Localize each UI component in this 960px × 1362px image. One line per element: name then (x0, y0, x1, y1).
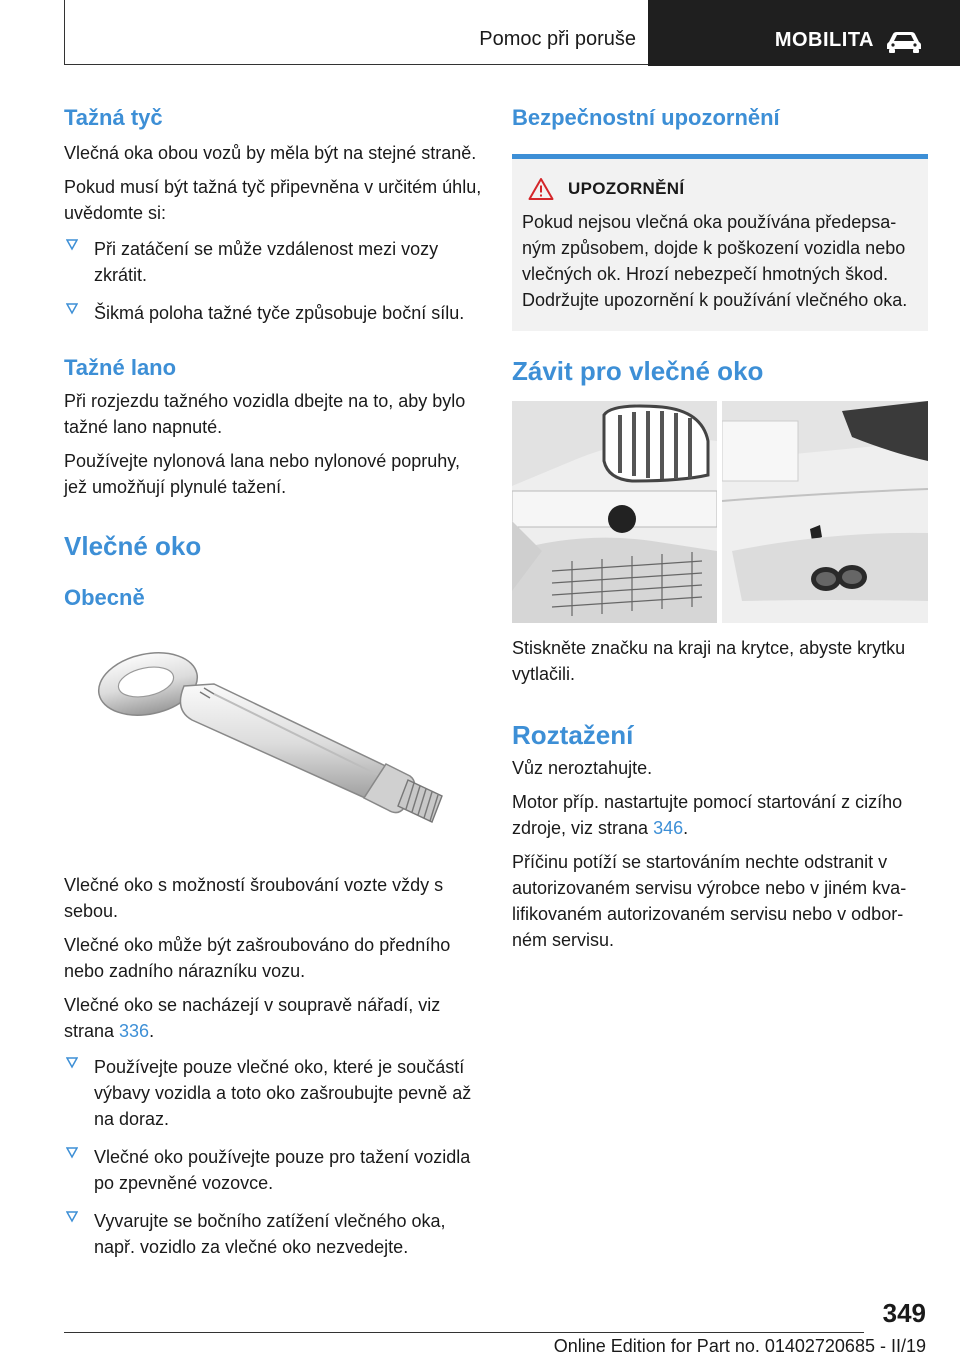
triangle-bullet-icon (66, 1057, 78, 1069)
list-item (64, 300, 482, 326)
paragraph: Používejte nylonová lana nebo nylonové popruhy, jež umožňují plynulé tažení. (64, 451, 460, 497)
tow-eye-illustration (64, 638, 482, 848)
paragraph-text: Vlečné oko se nacházejí v soupravě nářadí, viz strana (64, 995, 441, 1041)
bullet-list (64, 236, 482, 326)
heading-tazna-tyc: Tažná tyč (64, 105, 163, 130)
paragraph-with-link (64, 992, 482, 1044)
photo-caption: Stiskněte značku na kraji na krytce, abyste krytku vytlačili. (512, 638, 906, 684)
list-item (64, 1208, 482, 1260)
bullet-list (64, 1054, 482, 1260)
heading-roztazeni: Roztažení (512, 720, 634, 750)
warning-text: Pokud nejsou vlečná oka používána předepsaným způsobem, dojde k poškození vozidla nebo vlečných ok. Hrozí nebezpečí hmotných škod. Dodržujte upozornění k používání vlečného oka. (522, 212, 908, 310)
subheading-obecne: Obecně (64, 585, 145, 610)
bumper-photos (512, 401, 928, 623)
header-left-rule (64, 0, 65, 64)
paragraph: Vlečné oko s možností šroubování vozte vždy s sebou. (64, 875, 444, 921)
footer-edition: Online Edition for Part no. 01402720685 - II/19 (553, 1336, 926, 1356)
heading-bezpecnostni-upozorneni: Bezpečnostní upozornění (512, 105, 780, 130)
header-chapter-label: MOBILITA (774, 29, 874, 51)
paragraph: Příčinu potíží se startováním nechte odstranit v autorizovaném servisu výrobce nebo v jiném kvalifikovaném autorizovaném servisu nebo v odborném servisu. (512, 852, 907, 950)
paragraph-text: Motor příp. nastartujte pomocí startování z cizího zdroje, viz strana (512, 792, 903, 838)
triangle-bullet-icon (66, 1211, 78, 1223)
heading-zavit: Závit pro vlečné oko (512, 356, 764, 386)
list-item-text: Vlečné oko používejte pouze pro tažení vozidla po zpevněné vozovce. (94, 1147, 471, 1193)
warning-triangle-icon (528, 177, 554, 201)
warning-box (512, 154, 928, 331)
list-item-text: Používejte pouze vlečné oko, které je součástí výbavy vozidla a toto oko zašroubujte pevně až na doraz. (94, 1057, 472, 1129)
heading-vlecne-oko: Vlečné oko (64, 531, 202, 561)
page-link-346[interactable]: 346 (653, 818, 684, 838)
list-item (64, 1144, 482, 1196)
triangle-bullet-icon (66, 239, 78, 251)
paragraph: Pokud musí být tažná tyč připevněna v určitém úhlu, uvědomte si: (64, 177, 482, 223)
rear-bumper-photo (722, 401, 928, 623)
header-bottom-rule (64, 64, 648, 65)
paragraph: Vůz neroztahujte. (512, 758, 653, 778)
footer-rule (64, 1332, 864, 1333)
paragraph: Vlečná oka obou vozů by měla být na stejné straně. (64, 143, 477, 163)
paragraph-with-link (512, 789, 928, 841)
paragraph-text: . (149, 1021, 155, 1041)
list-item-text: Při zatáčení se může vzdálenost mezi vozy zkrátit. (94, 239, 439, 285)
warning-title-row (522, 177, 918, 207)
list-item-text: Vyvarujte se bočního zatížení vlečného oka, např. vozidlo za vlečné oko nezvedejte. (94, 1211, 446, 1257)
paragraph: Vlečné oko může být zašroubováno do předního nebo zadního nárazníku vozu. (64, 935, 451, 981)
left-column (64, 104, 482, 1260)
front-bumper-photo (512, 401, 717, 623)
car-icon (884, 29, 924, 53)
list-item (64, 236, 482, 288)
right-column (512, 104, 928, 953)
paragraph-text: . (683, 818, 689, 838)
header-chapter-tab (648, 0, 960, 66)
list-item (64, 1054, 482, 1132)
triangle-bullet-icon (66, 1147, 78, 1159)
paragraph: Při rozjezdu tažného vozidla dbejte na to, aby bylo tažné lano napnuté. (64, 391, 466, 437)
heading-tazne-lano: Tažné lano (64, 355, 177, 380)
triangle-bullet-icon (66, 303, 78, 315)
page-number: 349 (882, 1298, 926, 1328)
header-section-title: Pomoc při poruše (479, 28, 636, 50)
page-link-336[interactable]: 336 (119, 1021, 150, 1041)
warning-label: UPOZORNĚNÍ (568, 179, 685, 198)
list-item-text: Šikmá poloha tažné tyče způsobuje boční sílu. (94, 303, 465, 323)
